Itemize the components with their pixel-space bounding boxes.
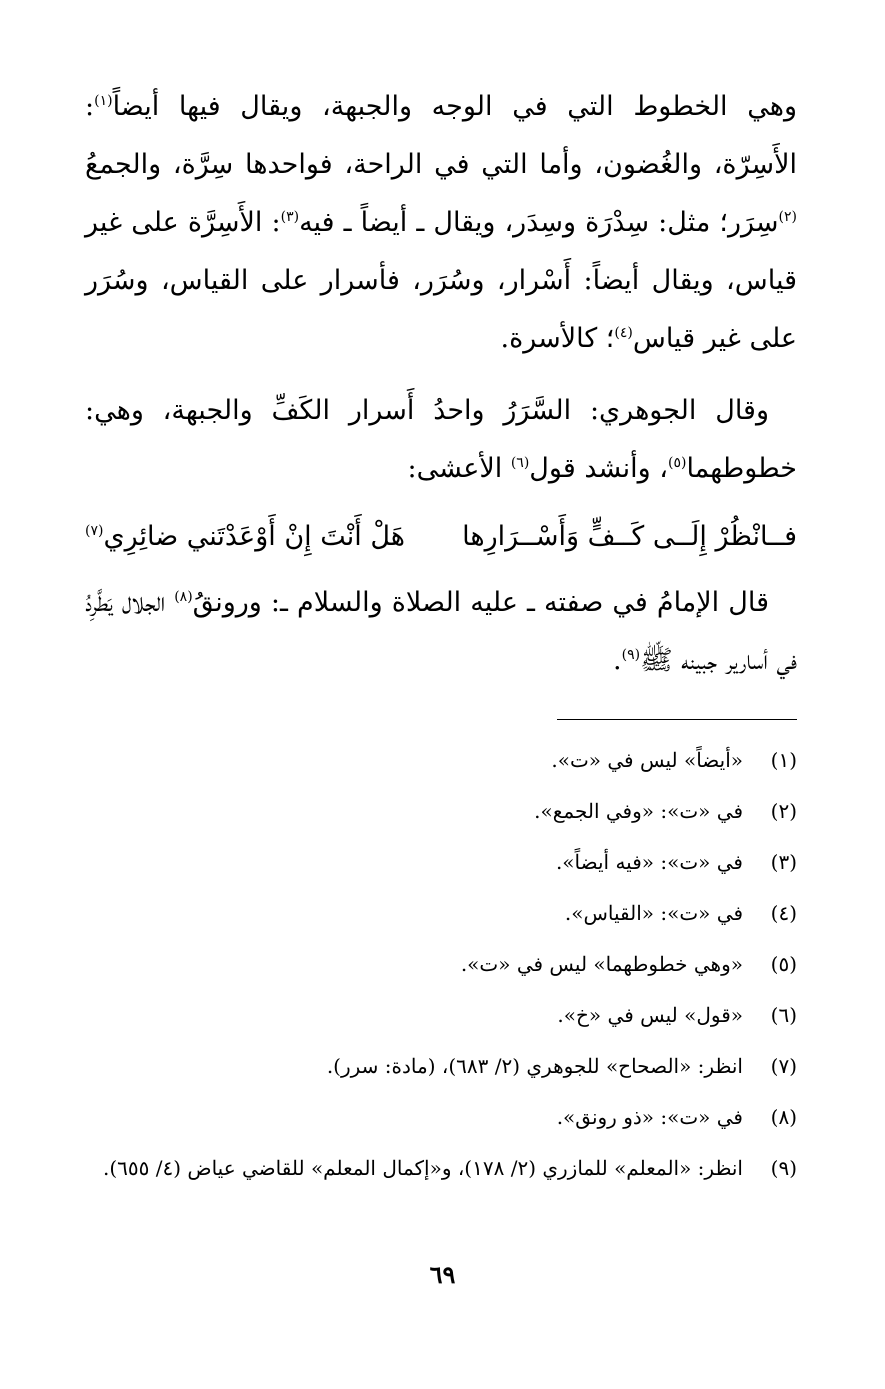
footnote-ref-3[interactable]: (٣) [280,209,300,225]
footnotes-list [85,735,797,1194]
footnote-ref-1[interactable]: (١) [94,93,113,109]
footnote-item [85,1143,797,1194]
footnote-number: (٧) [770,1054,797,1078]
footnote-number: (٨) [770,1105,797,1129]
verse-first-hemistich: فــانْظُرْ إِلَــى كَــفٍّ وَأَسْــرَارِها [462,521,797,552]
main-text [85,78,797,690]
text-run: : الأَسِرَّة على غير قياس، ويقال أيضاً: أَسْرار، وسُرَر، فأسرار على القياس، وسُرَر على غير قياس [85,207,797,354]
footnote-ref-4[interactable]: (٤) [614,325,633,341]
footnote-text: في «ت»: «فيه أيضاً». [555,850,743,874]
footnote-text: في «ت»: «ذو رونق». [556,1105,743,1129]
text-run: سِرَر؛ مثل: سِدْرَة وسِدَر، ويقال ـ أيضاً ـ فيه [299,207,779,238]
footnote-text: في «ت»: «وفي الجمع». [534,799,743,823]
footnote-text: انظر: «المعلم» للمازري (٢/ ١٧٨)، و«إكمال المعلم» للقاضي عياض (٤/ ٦٥٥). [102,1156,743,1180]
text-run: قال الإمامُ في صفته ـ عليه الصلاة والسلام ـ: ورونقُ [192,587,770,618]
footnote-item [85,735,797,786]
footnote-ref-2[interactable]: (٢) [778,209,797,225]
text-run: ؛ كالأسرة. [500,323,615,354]
footnote-ref-9[interactable]: (٩) [621,647,641,663]
poetry-verse [85,508,797,566]
footnote-item [85,888,797,939]
footnote-text: في «ت»: «القياس». [564,901,743,925]
footnote-text: «أيضاً» ليس في «ت». [551,748,743,772]
footnote-ref-8[interactable]: (٨) [174,589,193,605]
text-run: هَلْ أَنْتَ إِنْ أَوْعَدْتَني ضائِرِي [103,521,406,552]
text-run: : الأَسِرّة، والغُضون، وأما التي في الراحة، فواحدها سِرَّة، والجمعُ [85,91,797,180]
footnote-item [85,990,797,1041]
footnote-text: «قول» ليس في «خ». [557,1003,743,1027]
page-number: ٦٩ [429,1260,456,1289]
footnote-text: انظر: «الصحاح» للجوهري (٢/ ٦٨٣)، (مادة: سرر). [326,1054,743,1078]
footnote-number: (٥) [770,952,797,976]
text-run: . [613,645,622,676]
footnote-number: (١) [770,748,797,772]
footnote-item [85,1041,797,1092]
paragraph-3 [85,574,797,690]
text-run: ، وأنشد قول [529,453,668,484]
text-run: الجلال يَطَّرِدُ في أسارير جبينه ﷺ [85,587,797,676]
footnote-ref-7[interactable]: (٧) [85,523,104,539]
text-run: الأعشى: [407,453,511,484]
footnote-number: (٩) [770,1156,797,1180]
paragraph-2 [85,382,797,498]
paragraph-1 [85,78,797,368]
footnote-item [85,1092,797,1143]
footnote-item [85,786,797,837]
footnote-number: (٢) [770,799,797,823]
text-run: وهي الخطوط التي في الوجه والجبهة، ويقال فيها أيضاً [112,91,797,122]
footnote-separator [557,719,797,720]
footnote-number: (٤) [770,901,797,925]
footnote-number: (٣) [770,850,797,874]
footnote-item [85,837,797,888]
verse-second-hemistich [85,508,405,566]
footnote-ref-6[interactable]: (٦) [510,455,530,471]
footnote-text: «وهي خطوطهما» ليس في «ت». [460,952,743,976]
footnote-ref-5[interactable]: (٥) [667,455,687,471]
footnote-number: (٦) [770,1003,797,1027]
text-run: وقال الجوهري: السَّرَرُ واحدُ أَسرار الكَفِّ والجبهة، وهي: خطوطهما [85,395,797,484]
footnote-item [85,939,797,990]
